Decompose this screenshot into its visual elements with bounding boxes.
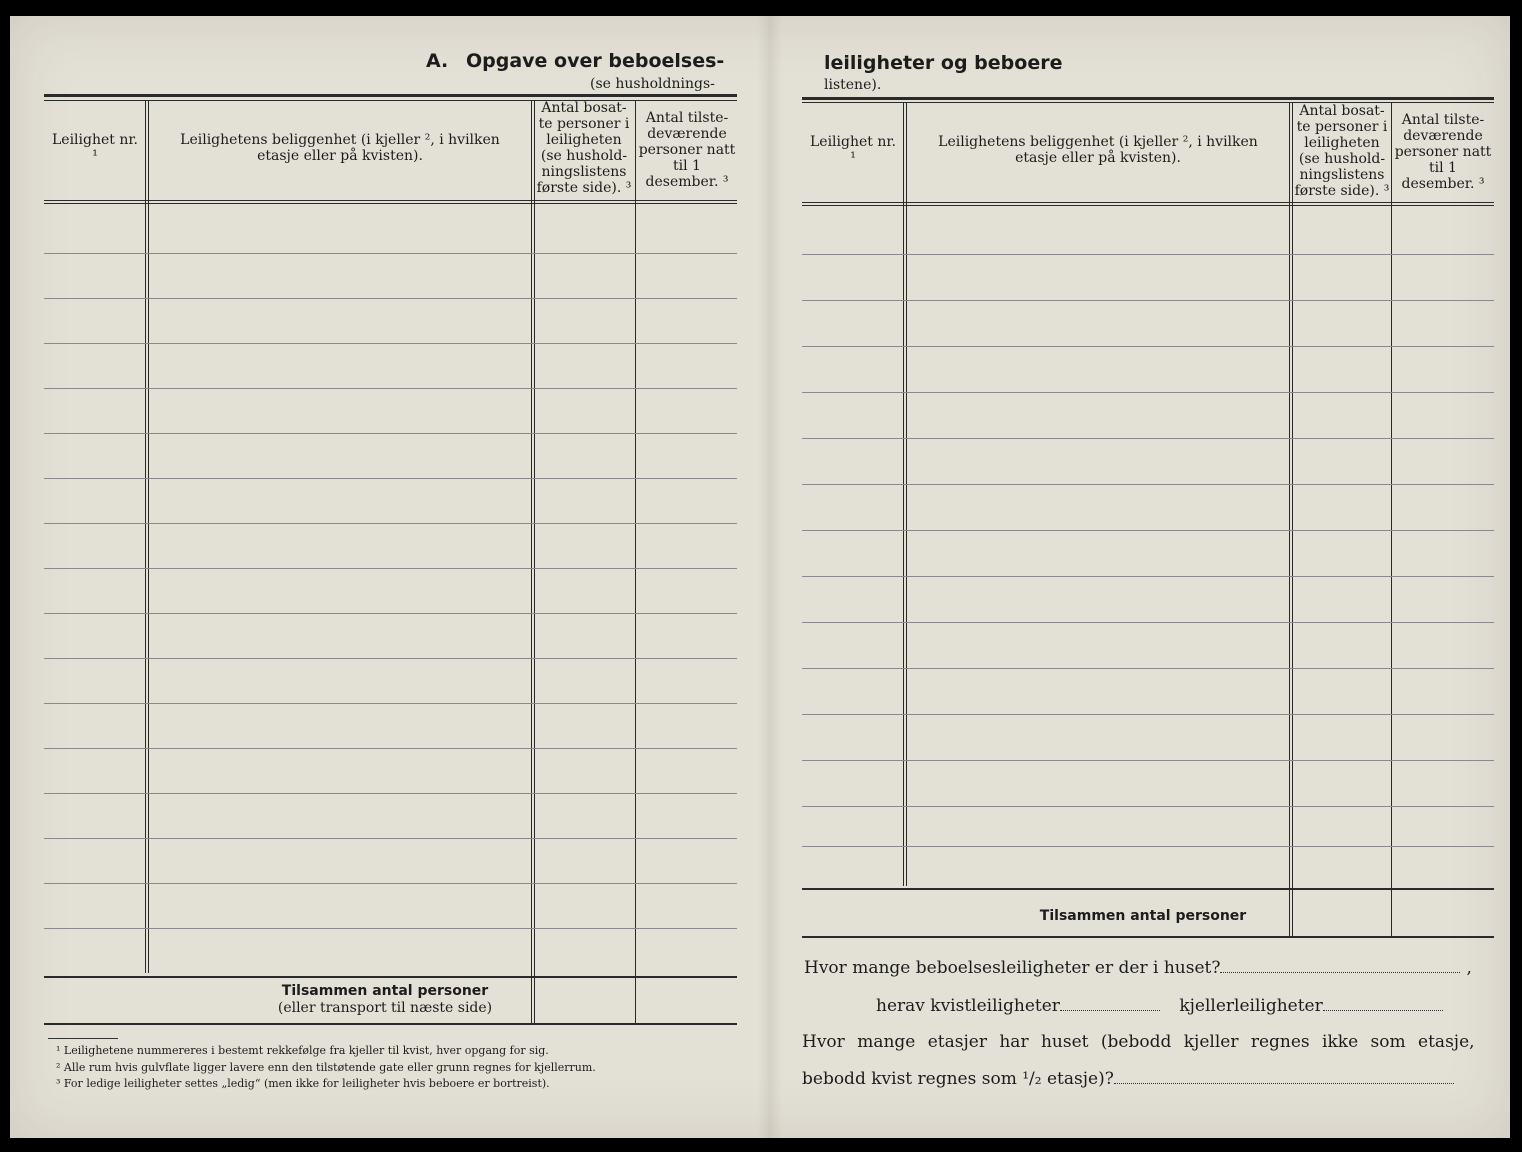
left-header-beliggenhet: Leilighetens beliggenhet (i kjeller ², i hvilken etasje eller på kvisten). — [180, 132, 500, 164]
left-header-tilstedevaerende: Antal tilste-deværende personer natt til 1 desember. ³ — [638, 110, 736, 190]
table-row — [802, 760, 1494, 761]
table-row — [44, 478, 737, 479]
question-attic-basement: herav kvistleiligheter kjellerleiligheter — [876, 996, 1443, 1016]
table-row — [44, 523, 737, 524]
footnote-2: ² Alle rum hvis gulvflate ligger lavere enn den tilstøtende gate eller grunn regnes for kjellerrum. — [56, 1061, 596, 1074]
table-row — [802, 346, 1494, 347]
table-row — [802, 530, 1494, 531]
left-page-subtitle: (se husholdnings- — [590, 76, 715, 92]
basement-apartments-field[interactable] — [1323, 1010, 1443, 1011]
page-fold — [758, 16, 782, 1138]
question-floors-line2: bebodd kvist regnes som ¹/₂ etasje)? — [802, 1069, 1454, 1089]
table-row — [802, 622, 1494, 623]
footnote-separator — [48, 1038, 118, 1039]
table-row — [802, 668, 1494, 669]
table-row — [44, 658, 737, 659]
apartments-answer-field[interactable] — [1220, 972, 1460, 973]
table-row — [802, 438, 1494, 439]
table-row — [44, 433, 737, 434]
table-row — [44, 613, 737, 614]
left-total-sublabel: (eller transport til næste side) — [277, 1000, 493, 1016]
table-row — [44, 748, 737, 749]
left-page-title: Opgave over beboelses- — [466, 50, 725, 72]
right-page-subtitle: listene). — [824, 77, 882, 93]
table-row — [44, 928, 737, 929]
right-header-bosatte: Antal bosat-te personer i leiligheten (se hushold-ningslistens første side). ³ — [1294, 103, 1390, 199]
table-row — [802, 254, 1494, 255]
table-row — [44, 703, 737, 704]
table-row — [802, 576, 1494, 577]
right-header-beliggenhet: Leilighetens beliggenhet (i kjeller ², i hvilken etasje eller på kvisten). — [938, 134, 1258, 166]
table-row — [802, 300, 1494, 301]
footnote-3: ³ For ledige leiligheter settes „ledig“ (men ikke for leiligheter hvis beboere er bortreist). — [56, 1077, 550, 1090]
question-apartments: Hvor mange beboelsesleiligheter er der i huset? , — [804, 958, 1472, 978]
left-header-bosatte: Antal bosat-te personer i leiligheten (se hushold-ningslistens første side). ³ — [536, 100, 632, 196]
floors-answer-field[interactable] — [1114, 1083, 1454, 1084]
table-row — [44, 388, 737, 389]
left-header-leilighet: Leilighet nr. ¹ — [52, 132, 138, 164]
table-row — [44, 253, 737, 254]
left-total-label: Tilsammen antal personer — [281, 983, 489, 999]
right-header-leilighet: Leilighet nr. ¹ — [810, 134, 896, 166]
table-row — [802, 392, 1494, 393]
table-row — [802, 846, 1494, 847]
right-header-tilstedevaerende: Antal tilste-deværende personer natt til 1 desember. ³ — [1394, 112, 1492, 192]
table-row — [802, 714, 1494, 715]
table-row — [802, 806, 1494, 807]
left-title-prefix: A. — [426, 50, 449, 72]
table-row — [44, 793, 737, 794]
table-row — [44, 838, 737, 839]
table-row — [44, 298, 737, 299]
right-total-label: Tilsammen antal personer — [1039, 908, 1247, 924]
table-row — [44, 343, 737, 344]
table-row — [44, 883, 737, 884]
right-page-title: leiligheter og beboere — [824, 52, 1063, 74]
attic-apartments-field[interactable] — [1060, 1010, 1160, 1011]
question-floors-line1: Hvor mange etasjer har huset (bebodd kjeller regnes ikke som etasje, — [802, 1032, 1475, 1052]
table-row — [44, 568, 737, 569]
footnote-1: ¹ Leilighetene nummereres i bestemt rekkefølge fra kjeller til kvist, hver opgang for sig. — [56, 1044, 549, 1057]
table-row — [802, 484, 1494, 485]
